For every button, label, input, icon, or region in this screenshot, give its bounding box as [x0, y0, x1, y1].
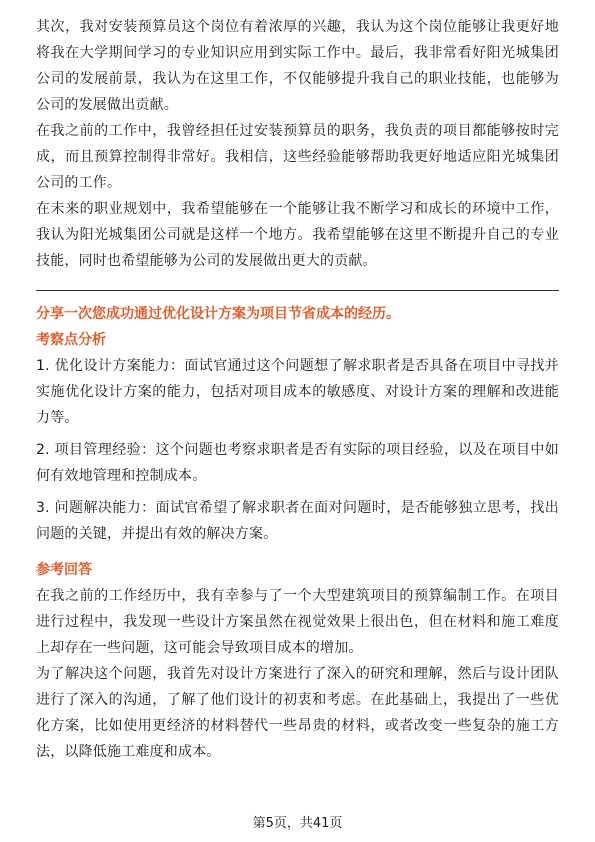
interview-question: 分享一次您成功通过优化设计方案为项目节省成本的经历。 [36, 306, 400, 322]
reference-paragraph: 为了解决这个问题，我首先对设计方案进行了深入的研究和理解，然后与设计团队进行了深入的沟通，了解了他们设计的初衷和考虑。在此基础上，我提出了一些优化方案，比如使用更经济的材料替代一些昂贵的材料，或者改变一些复杂的施工方法，以降低施工难度和成本。 [36, 666, 559, 760]
page-number-footer: 第5页，共41页 [252, 816, 343, 831]
intro-paragraph: 其次，我对安装预算员这个岗位有着浓厚的兴趣，我认为这个岗位能够让我更好地将我在大学期间学习的专业知识应用到实际工作中。最后，我非常看好阳光城集团公司的发展前景，我认为在这里工作，不仅能够提升我自己的职业技能，也能够为公司的发展做出贡献。 [36, 19, 559, 113]
analysis-item: 1. 优化设计方案能力：面试官通过这个问题想了解求职者是否具备在项目中寻找并实施优化设计方案的能力，包括对项目成本的敏感度、对设计方案的理解和改进能力等。 [36, 358, 559, 426]
analysis-item: 3. 问题解决能力：面试官希望了解求职者在面对问题时，是否能够独立思考，找出问题的关键，并提出有效的解决方案。 [36, 500, 559, 542]
intro-paragraph: 在我之前的工作中，我曾经担任过安装预算员的职务，我负责的项目都能够按时完成，而且预算控制得非常好。我相信，这些经验能够帮助我更好地适应阳光城集团公司的工作。 [36, 123, 559, 191]
analysis-title: 考察点分析 [36, 332, 106, 348]
section-divider [36, 290, 559, 291]
document-page [36, 14, 559, 765]
intro-paragraph: 在未来的职业规划中，我希望能够在一个能够让我不断学习和成长的环境中工作，我认为阳光城集团公司就是这样一个地方。我希望能够在这里不断提升自己的专业技能，同时也希望能够为公司的发展做出更大的贡献。 [36, 201, 559, 269]
reference-paragraph: 在我之前的工作经历中，我有幸参与了一个大型建筑项目的预算编制工作。在项目进行过程中，我发现一些设计方案虽然在视觉效果上很出色，但在材料和施工难度上却存在一些问题，这可能会导致项目成本的增加。 [36, 588, 559, 656]
reference-title: 参考回答 [36, 562, 92, 578]
analysis-item: 2. 项目管理经验：这个问题也考察求职者是否有实际的项目经验，以及在项目中如何有效地管理和控制成本。 [36, 442, 559, 484]
